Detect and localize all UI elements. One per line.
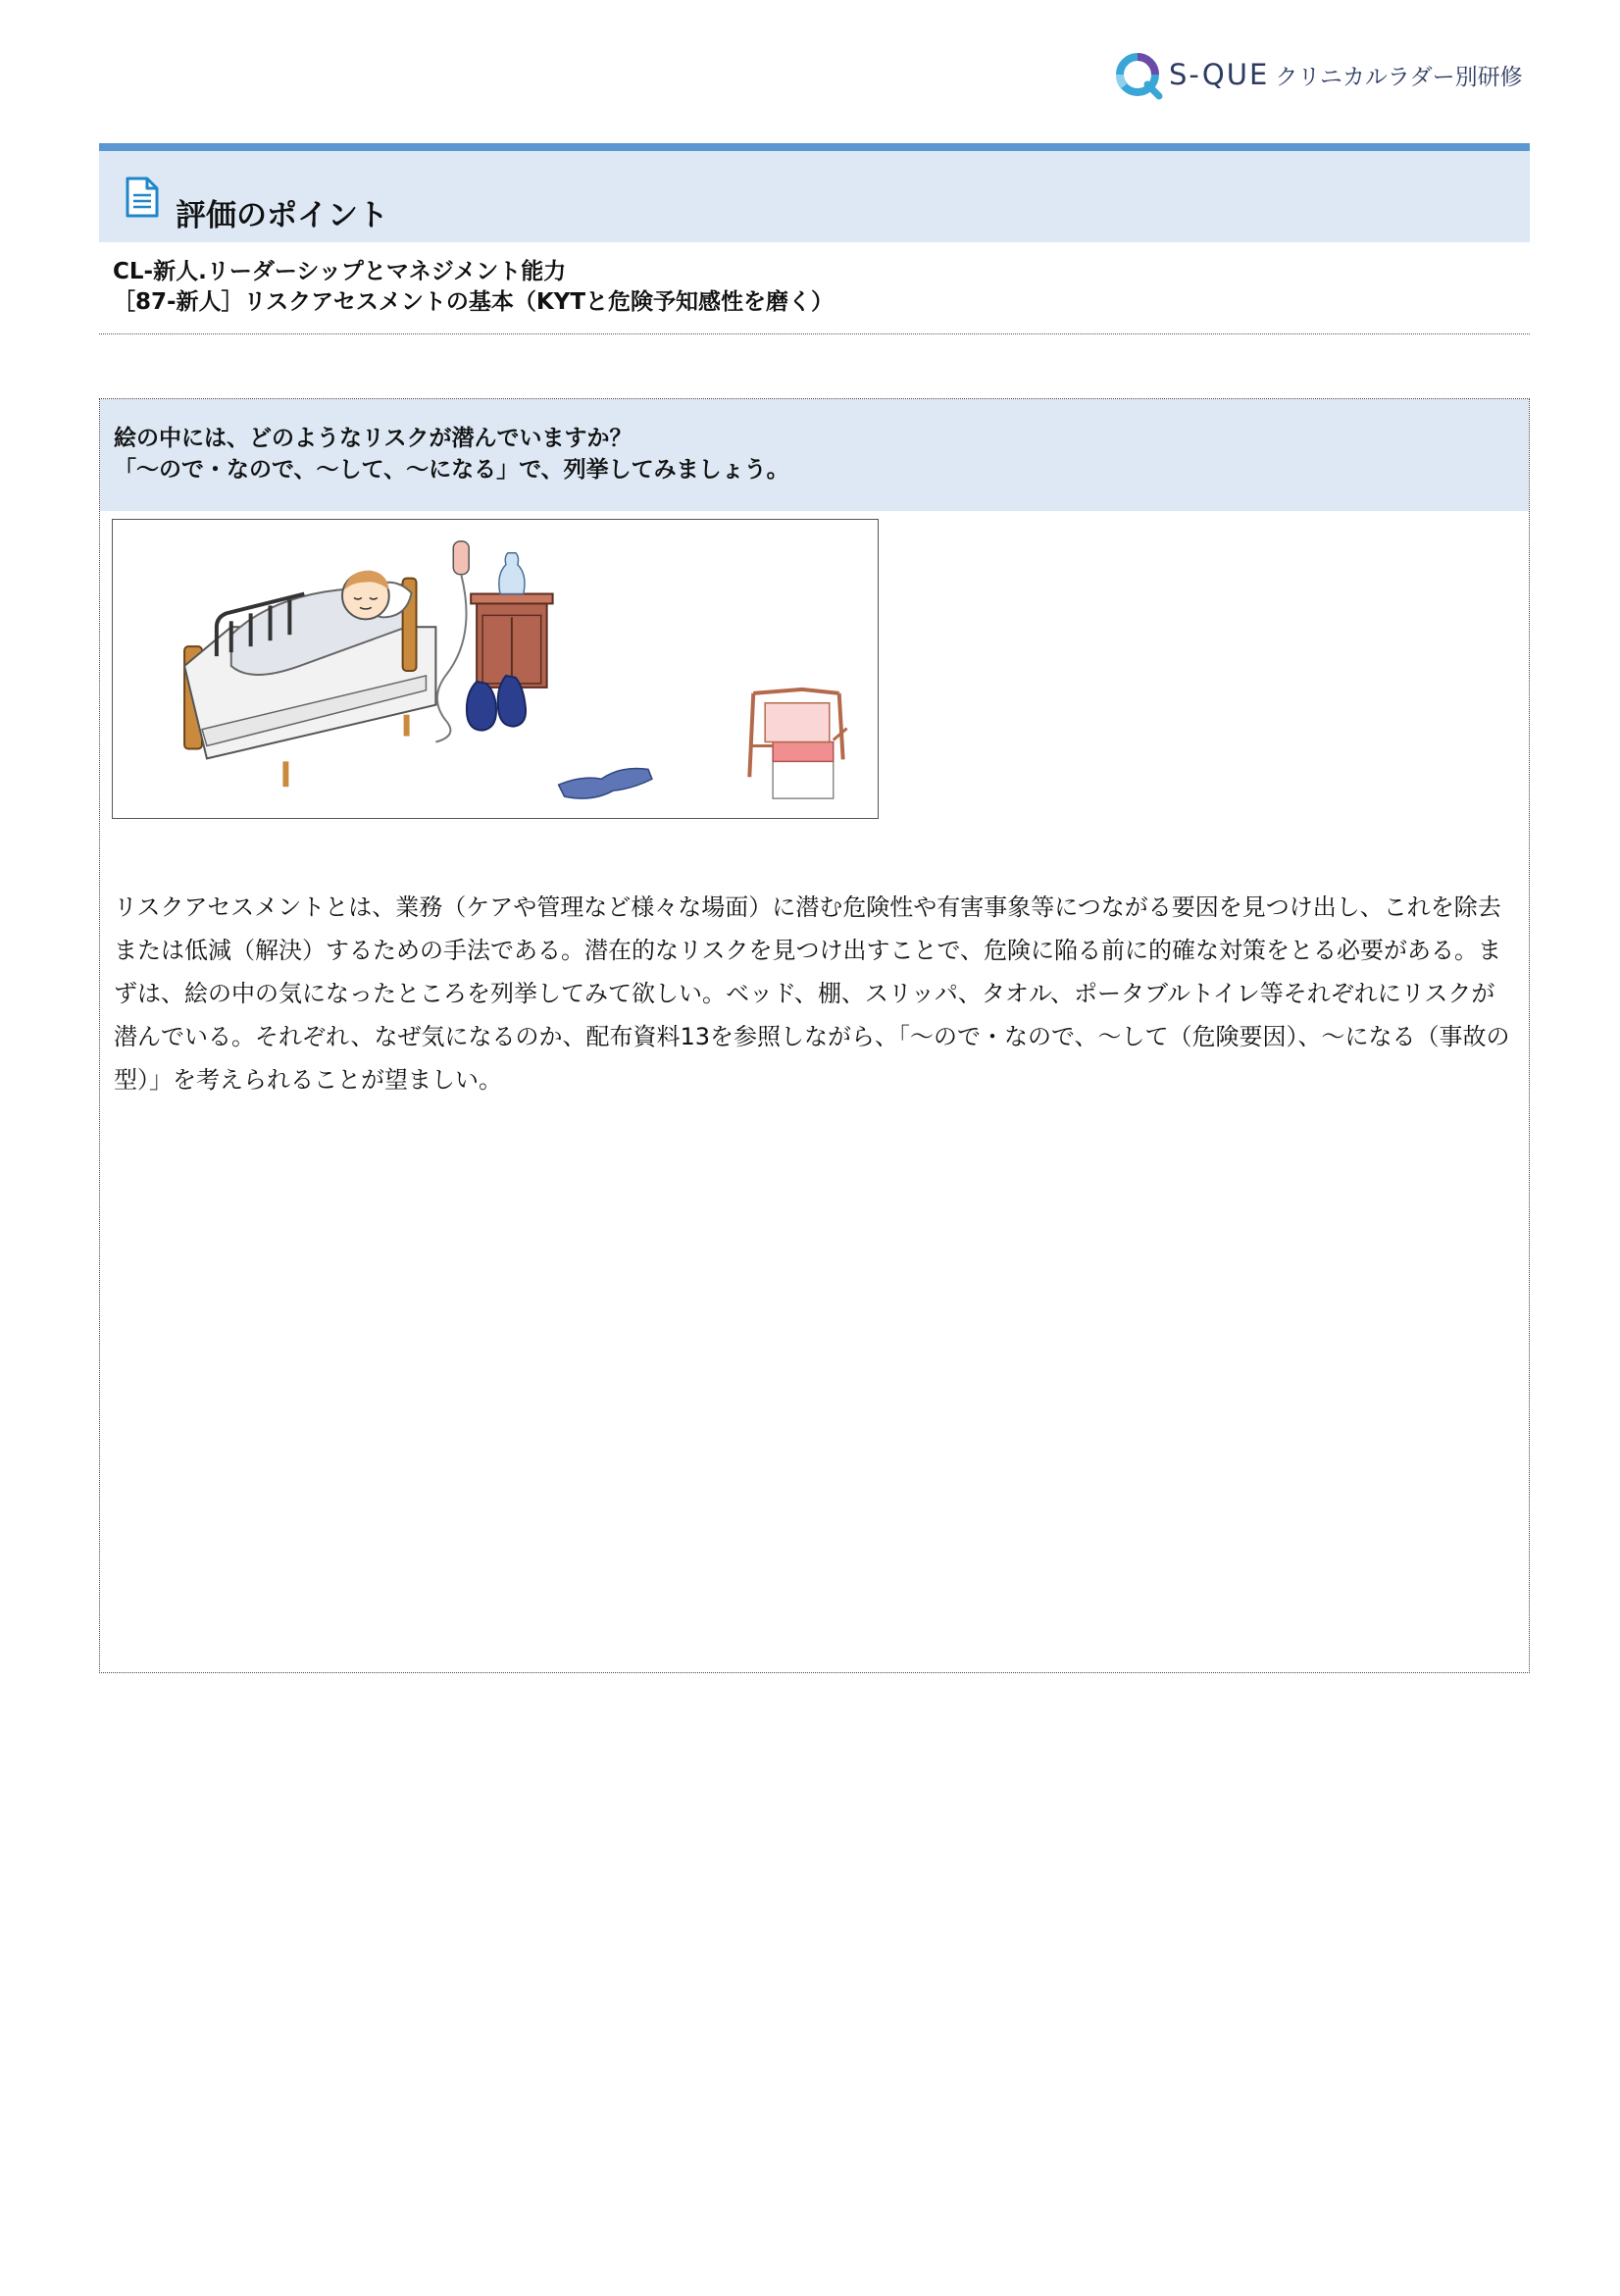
bedside-cabinet — [471, 553, 552, 688]
bed-illustration — [184, 571, 435, 788]
question-instruction: 「～ので・なので、～して、～になる」で、列挙してみましょう。 — [114, 457, 789, 483]
fallen-towel — [559, 768, 652, 798]
hospital-room-risk-illustration — [113, 520, 878, 818]
brand-logo — [1114, 47, 1526, 102]
explanation-text: リスクアセスメントとは、業務（ケアや管理など様々な場面）に潜む危険性や有害事象等につながる要因を見つけ出し、これを除去または低減（解決）するための手法である。潜在的なリスクを見つけ出すことで、危険に陥る前に的確な対策をとる必要がある。まずは、絵の中の気になったところを列挙してみて欲しい。ベッド、棚、スリッパ、タオル、ポータブルトイレ等それぞれにリスクが潜んでいる。それぞれ、なぜ気になるのか、配布資料13を参照しながら、「～ので・なので、～して（危険要因）、～になる（事故の型）」を考えられることが望ましい。 — [114, 893, 1510, 1094]
section-header — [99, 143, 1530, 242]
logo-tagline: クリニカルラダー別研修 — [1275, 64, 1523, 90]
question-line: 絵の中には、どのようなリスクが潜んでいますか？ — [114, 426, 633, 451]
divider — [99, 333, 1530, 334]
nurse-call-cord — [435, 541, 469, 742]
question-box — [100, 399, 1529, 511]
logo-brand-text: S-QUE — [1169, 58, 1270, 91]
subtitle-course: ［87-新人］リスクアセスメントの基本（KYTと危険予知感性を磨く） — [113, 289, 835, 315]
subtitle-category: CL-新人.リーダーシップとマネジメント能力 — [113, 259, 567, 284]
page-title: 評価のポイント — [176, 198, 388, 233]
course-subtitle — [113, 257, 1525, 318]
document-icon — [126, 177, 159, 218]
evaluation-card — [99, 398, 1530, 1673]
q-ring-logo-icon — [1114, 49, 1165, 100]
portable-toilet — [749, 689, 846, 798]
hospital-room-illustration — [112, 519, 879, 819]
